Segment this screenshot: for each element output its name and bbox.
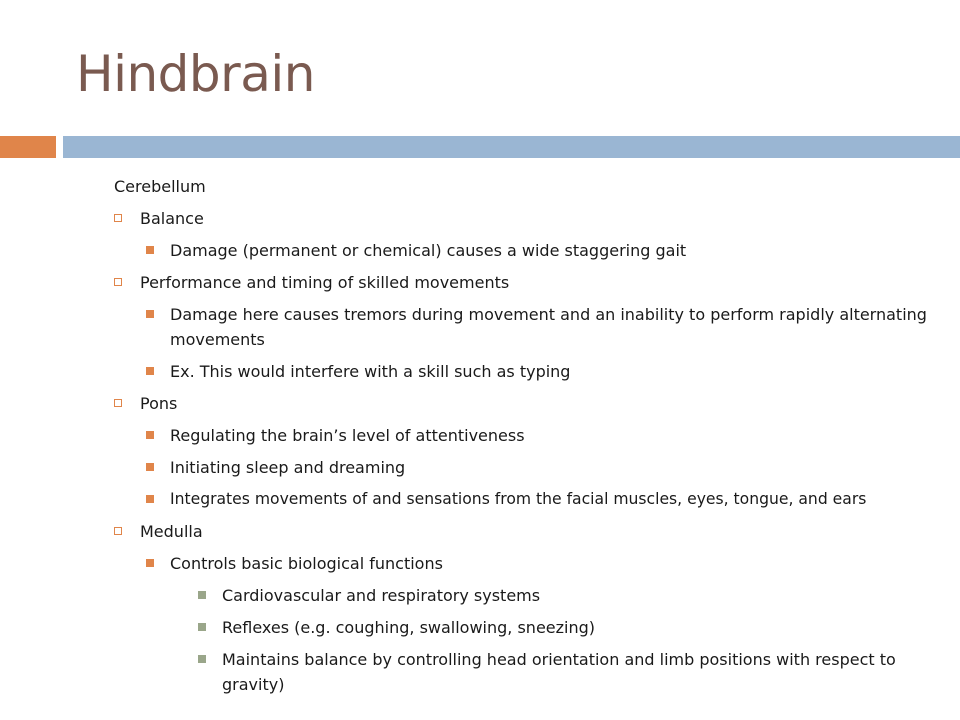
item-balance: Balance: [140, 209, 204, 228]
square-bullet-icon: [146, 246, 154, 254]
square-bullet-icon: [146, 559, 154, 567]
list-item: [114, 551, 934, 576]
square-bullet-icon: [146, 310, 154, 318]
square-bullet-icon: [146, 367, 154, 375]
list-item: [114, 391, 934, 416]
item-performance-example: Ex. This would interfere with a skill such as typing: [170, 362, 571, 381]
item-balance-damage: Damage (permanent or chemical) causes a wide staggering gait: [170, 241, 687, 260]
list-item: [114, 455, 934, 480]
square-bullet-icon: [198, 655, 206, 663]
list-item: [114, 615, 934, 640]
list-item: [114, 270, 934, 295]
list-item: [114, 302, 934, 352]
square-outline-bullet-icon: [114, 214, 122, 222]
square-bullet-icon: [146, 431, 154, 439]
list-item: [114, 487, 934, 512]
list-item: [114, 238, 934, 263]
square-bullet-icon: [198, 591, 206, 599]
item-medulla-cardio: Cardiovascular and respiratory systems: [222, 586, 541, 605]
item-medulla-balance: Maintains balance by controlling head orientation and limb positions with respect to gravity): [222, 650, 896, 694]
list-item: [114, 359, 934, 384]
accent-bar-blue: [63, 136, 960, 158]
item-medulla: Medulla: [140, 522, 203, 541]
heading-cerebellum: Cerebellum: [114, 177, 206, 196]
item-performance: Performance and timing of skilled movements: [140, 273, 510, 292]
item-pons-sleep: Initiating sleep and dreaming: [170, 458, 406, 477]
slide-body: [114, 174, 934, 704]
square-outline-bullet-icon: [114, 527, 122, 535]
list-item: [114, 647, 934, 697]
item-pons: Pons: [140, 394, 178, 413]
list-item: [114, 519, 934, 544]
item-pons-integrates: Integrates movements of and sensations from the facial muscles, eyes, tongue, and ears: [170, 490, 867, 508]
square-bullet-icon: [146, 495, 154, 503]
item-medulla-controls: Controls basic biological functions: [170, 554, 443, 573]
square-bullet-icon: [198, 623, 206, 631]
item-pons-attentiveness: Regulating the brain’s level of attentiveness: [170, 426, 525, 445]
accent-bar-orange: [0, 136, 56, 158]
item-medulla-reflexes: Reflexes (e.g. coughing, swallowing, sneezing): [222, 618, 596, 637]
list-item: [114, 206, 934, 231]
square-outline-bullet-icon: [114, 278, 122, 286]
list-item: [114, 423, 934, 448]
slide-title: Hindbrain: [76, 45, 315, 103]
square-bullet-icon: [146, 463, 154, 471]
item-performance-damage: Damage here causes tremors during movement and an inability to perform rapidly alternating movements: [170, 305, 927, 349]
square-outline-bullet-icon: [114, 399, 122, 407]
list-item: [114, 583, 934, 608]
